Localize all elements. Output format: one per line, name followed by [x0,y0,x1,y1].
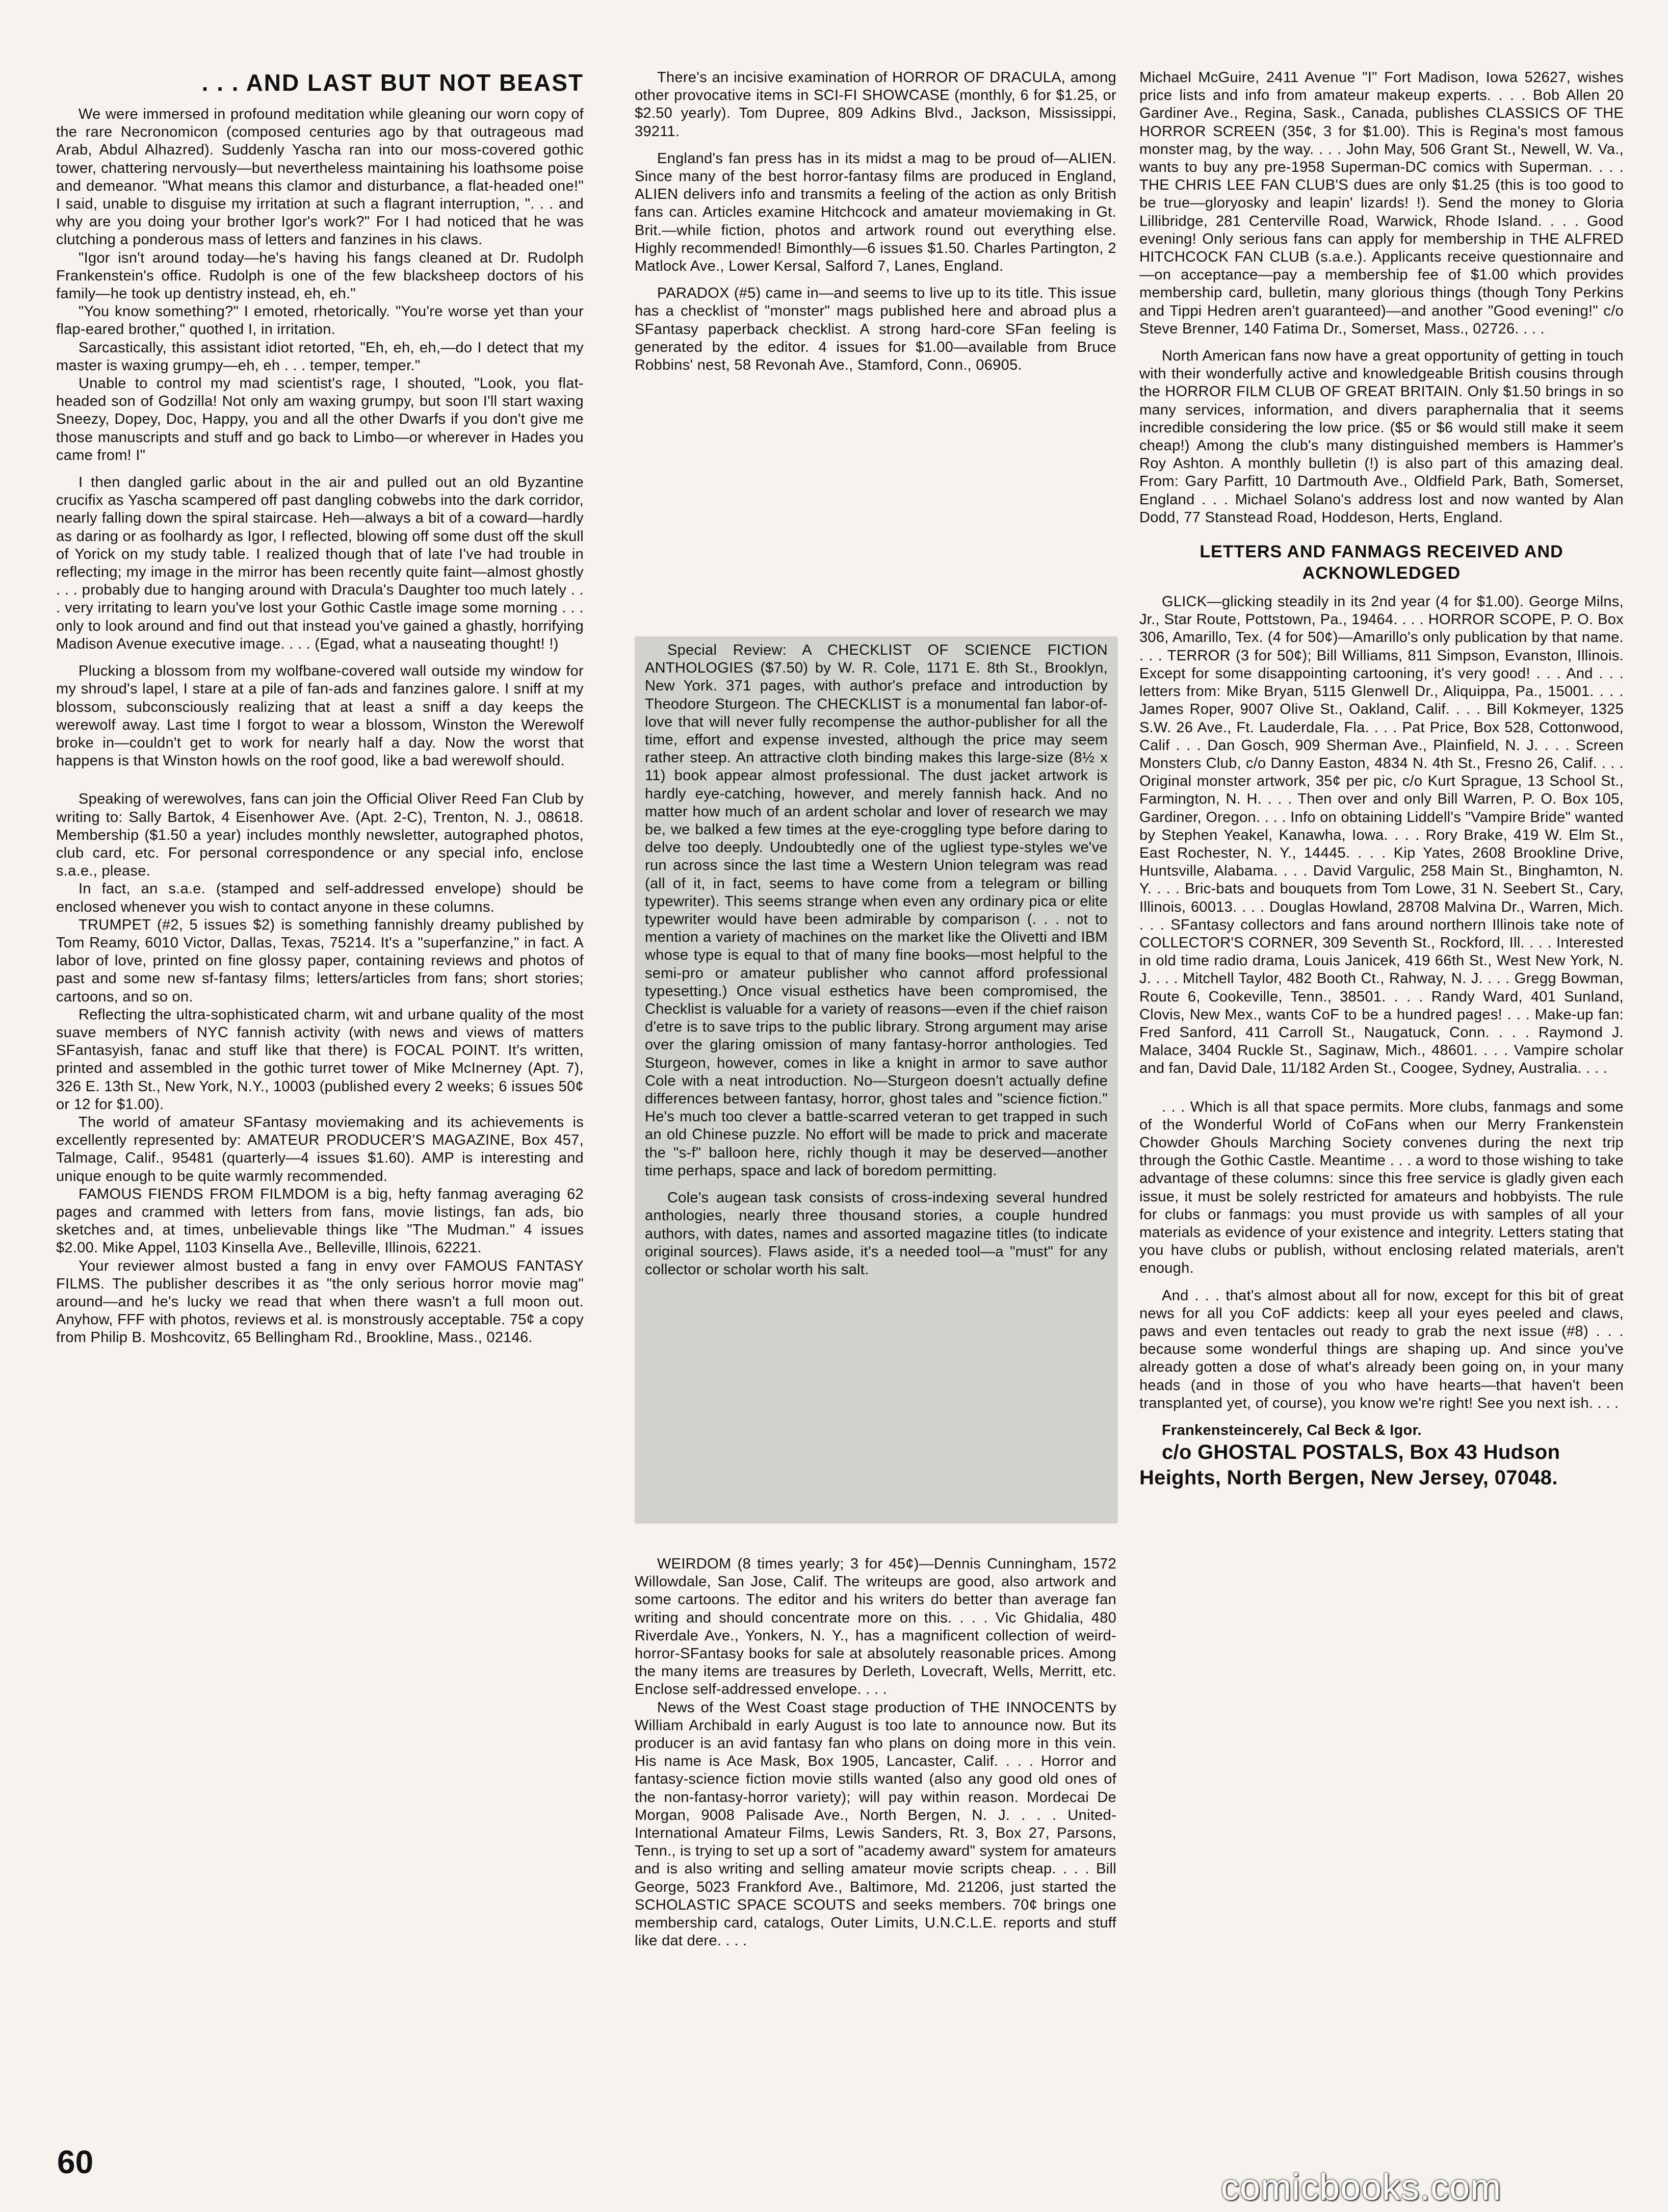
paragraph: Unable to control my mad scientist's rage, I shouted, "Look, you flat-headed son of Godzilla! Not only am waxing grumpy, but soon I'll start waxing Sneezy, Dopey, Doc, Happy, you and all the other Dwarfs if you don't give me those manuscripts and stuff and go back to Limbo—or wherever in Hades you came from! I" [56,375,584,464]
paragraph: The world of amateur SFantasy moviemaking and its achievements is excellently represented by: AMATEUR PRODUCER'S MAGAZINE, Box 457, Talmage, Calif., 95481 (quarterly—4 issues $1.60). AMP is interesting and unique enough to be quite warmly recommended. [56,1114,584,1185]
signoff: Frankensteincerely, Cal Beck & Igor. [1162,1422,1422,1439]
paragraph: News of the West Coast stage production of THE INNOCENTS by William Archibald in early August is too late to announce now. But its producer is an avid fantasy fan who plans on doing more in this vein. His name is Ace Mask, Box 1905, Lancaster, Calif. . . . Horror and fantasy-science fiction movie stills wanted (also any good old ones of the non-fantasy-horror variety); will pay within reason. Mordecai De Morgan, 9008 Palisade Ave., North Bergen, N. J. . . . United-International Amateur Films, Lewis Sanders, Rt. 3, Box 27, Parsons, Tenn., is trying to set up a sort of "academy award" system for amateurs and is also writing and selling amateur movie scripts cheap. . . . Bill George, 5023 Frankford Ave., Baltimore, Md. 21206, just started the SCHOLASTIC SPACE SCOUTS and seeks members. 70¢ brings one membership card, catalogs, Outer Limits, U.N.C.L.E. reports and stuff like dat dere. . . . [635,1699,1116,1949]
column-left [56,69,584,1347]
paragraph: WEIRDOM (8 times yearly; 3 for 45¢)—Dennis Cunningham, 1572 Willowdale, San Jose, Calif. The writeups are good, also artwork and some cartoons. The editor and his writers do better than average fan writing and should concentrate more on this. . . . Vic Ghidalia, 480 Riverdale Ave., Yonkers, N. Y., has a magnificent collection of weird-horror-SFantasy books for sale at absolutely reasonable prices. Among the many items are treasures by Derleth, Lovecraft, Wells, Merritt, etc. Enclose self-addressed envelope. . . . [635,1556,1116,1698]
paragraph: . . . Which is all that space permits. More clubs, fanmags and some of the Wonderful World of CoFans when our Merry Frankenstein Chowder Ghouls Marching Society convenes during the next trip through the Gothic Castle. Meantime . . . a word to those wishing to take advantage of these columns: since this free service is gladly given each issue, it must be solely restricted for amateurs and hobbyists. The rule for clubs or fanmags: you must provide us with samples of all your materials as evidence of your existence and integrity. Letters stating that you have clubs or publish, without enclosing related materials, aren't enough. [1139,1098,1624,1277]
paragraph: England's fan press has in its midst a mag to be proud of—ALIEN. Since many of the best horror-fantasy films are produced in England, ALIEN delivers info and transmits a feeling of the action as only British fans can. Articles examine Hitchcock and amateur moviemaking in Gt. Brit.—while fiction, photos and artwork round out everything else. Highly recommended! Bimonthly—6 issues $1.50. Charles Partington, 2 Matlock Ave., Lower Kersal, Salford 7, Lanes, England. [635,150,1116,275]
paragraph: TRUMPET (#2, 5 issues $2) is something fannishly dreamy published by Tom Reamy, 6010 Victor, Dallas, Texas, 75214. It's a "superfanzine," in fact. A labor of love, printed on fine glossy paper, containing reviews and photos of past and some new sf-fantasy films; letters/articles from fans; short stories; cartoons, and so on. [56,916,584,1005]
paragraph: North American fans now have a great opportunity of getting in touch with their wonderfully active and knowledgeable British cousins through the HORROR FILM CLUB OF GREAT BRITAIN. Only $1.50 brings in so many services, information, and divers paraphernalia that it seems incredible considering the low price. ($5 or $6 would still make it seem cheap!) Among the club's many distinguished members is Hammer's Roy Ashton. A monthly bulletin (!) is also part of this amazing deal. From: Gary Parfitt, 10 Dartmouth Ave., Oldfield Park, Bath, Somerset, England . . . Michael Solano's address lost and now wanted by Alan Dodd, 77 Stanstead Road, Hoddeson, Herts, England. [1139,348,1624,526]
watermark: comicbooks.com [1221,2167,1502,2208]
paragraph: Your reviewer almost busted a fang in envy over FAMOUS FANTASY FILMS. The publisher describes it as "the only serious horror movie mag" around—and he's lucky we read that when there wasn't a full moon out. Anyhow, FFF with photos, reviews et al. is monstrously acceptable. 75¢ a copy from Philip B. Moshcovitz, 65 Bellingham Rd., Brookline, Mass., 02146. [56,1257,584,1346]
section-heading-beast: . . . AND LAST BUT NOT BEAST [201,69,584,96]
special-review-paragraph: Cole's augean task consists of cross-indexing several hundred anthologies, nearly three thousand stories, a couple hundred authors, with dates, names and assorted magazine titles (to indicate original sources). Flaws aside, it's a needed tool—a "must" for any collector or scholar worth his salt. [645,1190,1108,1278]
column-middle-top [635,69,1116,374]
paragraph: In fact, an s.a.e. (stamped and self-addressed envelope) should be enclosed whenever you wish to contact anyone in these columns. [56,881,584,915]
paragraph: And . . . that's almost about all for now, except for this bit of great news for all you CoF addicts: keep all your eyes peeled and claws, paws and even tentacles out ready to grab the next issue (#8) . . . because some wonderful things are shaping up. And since you've already gotten a dose of what's already been going on, in your many heads (and in those of you who have hearts—that haven't been transplanted yet, of course), you know we're right! See you next ish. . . . [1139,1287,1624,1411]
paragraph: Reflecting the ultra-sophisticated charm, wit and urbane quality of the most suave members of NYC fannish activity (with news and views of matters SFantasyish, fanac and stuff like that there) is FOCAL POINT. It's written, printed and assembled in the gothic turret tower of Mike McInerney (Apt. 7), 326 E. 13th St., New York, N.Y., 10003 (published every 2 weeks; 6 issues 50¢ or 12 for $1.00). [56,1006,584,1113]
paragraph: We were immersed in profound meditation while gleaning our worn copy of the rare Necronomicon (composed centuries ago by that outrageous mad Arab, Abdul Alhazred). Suddenly Yascha ran into our moss-covered gothic tower, chattering nervously—but nevertheless maintaining his loathsome poise and demeanor. "What means this clamor and disturbance, a flat-headed one!" I said, unable to disguise my irritation at such a flagrant interruption, ". . . and why are you doing your brother Igor's work?" For I had noticed that he was clutching a ponderous mass of letters and fanzines in his claws. [56,106,584,248]
page-number: 60 [57,2144,94,2180]
column-middle-bottom [635,1555,1116,1950]
paragraph: PARADOX (#5) came in—and seems to live up to its title. This issue has a checklist of "monster" mags published here and abroad plus a SFantasy paperback checklist. A strong hard-core SFan feeling is generated by the editor. 4 issues for $1.00—available from Bruce Robbins' nest, 58 Revonah Ave., Stamford, Conn., 06905. [635,285,1116,374]
special-review-text [645,641,1108,1279]
paragraph: "You know something?" I emoted, rhetorically. "You're worse yet than your flap-eared brother," quothed I, in irritation. [56,303,584,338]
paragraph: FAMOUS FIENDS FROM FILMDOM is a big, hefty fanmag averaging 62 pages and crammed with letters from fans, movie listings, fan ads, bio sketches and, at times, unbelievable things like "The Mudman." 4 issues $2.00. Mike Appel, 1103 Kinsella Ave., Belleville, Illinois, 62221. [56,1186,584,1256]
paragraph: I then dangled garlic about in the air and pulled out an old Byzantine crucifix as Yascha scampered off past dangling cobwebs into the dark corridor, nearly falling down the spiral staircase. Heh—always a bit of a coward—hardly as daring or as foolhardy as Igor, I reflected, blowing off some dust off the skull of Yorick on my study table. I realized though that of late I've had trouble in reflecting; my image in the mirror has been recently quite faint—almost ghostly . . . probably due to hanging around with Dracula's Daughter too much lately . . . very irritating to learn you've lost your Gothic Castle image some morning . . . only to look around and find out that instead you've gained a ghastly, horrifying Madison Avenue executive image. . . . (Egad, what a nauseating thought! !) [56,474,584,652]
mailing-address: c/o GHOSTAL POSTALS, Box 43 Hudson Heights, North Bergen, New Jersey, 07048. [1139,1441,1560,1489]
paragraph: GLICK—glicking steadily in its 2nd year (4 for $1.00). George Milns, Jr., Star Route, Pottstown, Pa., 19464. . . . HORROR SCOPE, P. O. Box 306, Amarillo, Tex. (4 for 50¢)—Amarillo's only publication by that name. . . . TERROR (3 for 50¢); Bill Williams, 811 Simpson, Evanston, Illinois. Except for some disappointing cartooning, it's very good! . . . And . . . letters from: Mike Bryan, 5115 Glenwell Dr., Aliquippa, Pa., 15001. . . . James Roper, 9007 Olive St., Oakland, Calif. . . . Bill Kokmeyer, 1325 S.W. 26 Ave., Ft. Lauderdale, Fla. . . . Pat Price, Box 528, Cottonwood, Calif . . . Dan Gosch, 909 Sherman Ave., Plainfield, N. J. . . . Screen Monsters Club, c/o Danny Easton, 4834 N. 4th St., Fresno 26, Calif. . . . Original monster artwork, 35¢ per pic, c/o Kurt Sprague, 13 School St., Farmington, N. H. . . . Then over and only Bill Warren, P. O. Box 105, Gardiner, Oregon. . . . Info on obtaining Liddell's "Vampire Bride" wanted by Stephen Yeakel, Kanawha, Iowa. . . . Rory Brake, 419 W. Elm St., East Rochester, N. Y., 14445. . . . Kip Yates, 2608 Brookline Drive, Huntsville, Alabama. . . . David Vargulic, 258 Main St., Binghamton, N. Y. . . . Bric-bats and bouquets from Tom Lowe, 31 N. Seebert St., Cary, Illinois, 60013. . . . Douglas Howland, 28708 Malvina Dr., Warren, Mich. . . . SFantasy collectors and fans around northern Illinois take note of COLLECTOR'S CORNER, 309 Seventh St., Rockford, Ill. . . . Interested in old time radio drama, Louis Janicek, 419 66th St., West New York, N. J. . . . Mitchell Taylor, 482 Booth Ct., Rahway, N. J. . . . Gregg Bowman, Route 6, Cookeville, Tenn., 38501. . . . Randy Ward, 401 Sunland, Clovis, New Mex., wants CoF to be a hundred pages! . . . Make-up fan: Fred Sanford, 411 Carroll St., Naugatuck, Conn. . . . Raymond J. Malace, 3404 Ruckle St., Saginaw, Mich., 48601. . . . Vampire scholar and fan, David Dale, 11/182 Arden St., Coogee, Sydney, Australia. . . . [1139,594,1624,1077]
special-review-paragraph: Special Review: A CHECKLIST OF SCIENCE FICTION ANTHOLOGIES ($7.50) by W. R. Cole, 1171 E. 8th St., Brooklyn, New York. 371 pages, with author's preface and introduction by Theodore Sturgeon. The CHECKLIST is a monumental fan labor-of-love that will never fully recompense the author-publisher for all the time, effort and expense invested, although the price may seem rather steep. An attractive cloth binding makes this large-size (8½ x 11) book appear almost professional. The dust jacket artwork is hardly eye-catching, however, and merely fannish hack. And no matter how much of an ardent scholar and lover of research we may be, we balked a few times at the eye-croggling type before daring to delve too deeply. Undoubtedly one of the ugliest type-styles we've run across since the last time a Western Union telegram was read (all of it, in fact, seems to have come from a telegram or billing typewriter). This seems strange when even any ordinary pica or elite typewriter would have been admirable by comparison (. . . not to mention a variety of machines on the market like the Olivetti and IBM whose type is equal to that of many fine books—most helpful to the semi-pro or amateur publisher who cannot afford professional typesetting.) Once visual esthetics have been compromised, the Checklist is valuable for a variety of reasons—even if the chief raison d'etre is to save trips to the public library. Strong argument may arise over the glaring omission of many fantasy-horror anthologies. Ted Sturgeon, however, comes in like a knight in armor to save author Cole with a neat introduction. No—Sturgeon doesn't actually define differences between fantasy, horror, ghost tales and "science fiction." He's much too clever a battle-scarred veteran to get trapped in such an old Chinese puzzle. No effort will be made to prick and macerate the "s-f" balloon here, richly though it may be deserved—another time perhaps, space and lack of boredom permitting. [645,642,1108,1179]
paragraph: Sarcastically, this assistant idiot retorted, "Eh, eh, eh,—do I detect that my master is waxing grumpy—eh, eh . . . temper, temper." [56,339,584,374]
paragraph: There's an incisive examination of HORROR OF DRACULA, among other provocative items in SCI-FI SHOWCASE (monthly, 6 for $1.25, or $2.50 yearly). Tom Dupree, 809 Adkins Blvd., Jackson, Mississippi, 39211. [635,69,1116,140]
paragraph: Speaking of werewolves, fans can join the Official Oliver Reed Fan Club by writing to: Sally Bartok, 4 Eisenhower Ave. (Apt. 2-C), Trenton, N. J., 08618. Membership ($1.50 a year) includes monthly newsletter, autographed photos, club card, etc. For personal correspondence or any special info, enclose s.a.e., please. [56,791,584,880]
paragraph: Michael McGuire, 2411 Avenue "I" Fort Madison, Iowa 52627, wishes price lists and info from amateur makeup experts. . . . Bob Allen 20 Gardiner Ave., Regina, Sask., Canada, publishes CLASSICS OF THE HORROR SCREEN (35¢, 3 for $1.00). This is Regina's most famous monster mag, by the way. . . . John May, 506 Grant St., Newell, W. Va., wants to buy any pre-1958 Superman-DC comics with Superman. . . . THE CHRIS LEE FAN CLUB'S dues are only $1.25 (this is too good to be true—gloryosky and leapin' lizards! !). Send the money to Gloria Lillibridge, 281 Centerville Road, Warwick, Rhode Island. . . . Good evening! Only serious fans can apply for membership in THE ALFRED HITCHCOCK FAN CLUB (s.a.e.). Applicants receive questionnaire and—on acceptance—pay a membership fee of $1.00 which provides membership card, bulletin, many glorious things (though Tony Perkins and Tippi Hedren aren't guaranteed)—and another "Good evening!" c/o Steve Brenner, 140 Fatima Dr., Somerset, Mass., 02726. . . . [1139,69,1624,337]
section-heading-letters: LETTERS AND FANMAGS RECEIVED AND ACKNOWLEDGED [1200,542,1563,583]
paragraph: Plucking a blossom from my wolfbane-covered wall outside my window for my shroud's lapel, I stare at a pile of fan-ads and fanzines galore. I sniff at my blossom, subconsciously realizing that at least a sniff a day keeps the werewolf away. Last time I forgot to wear a blossom, Winston the Werewolf broke in—couldn't get to work for nearly half a day. Now the worst that happens is that Winston howls on the roof good, like a bad werewolf should. [56,663,584,769]
paragraph: "Igor isn't around today—he's having his fangs cleaned at Dr. Rudolph Frankenstein's office. Rudolph is one of the few blacksheep doctors of his family—he took up dentistry instead, eh, eh." [56,249,584,302]
column-right [1139,69,1624,1490]
